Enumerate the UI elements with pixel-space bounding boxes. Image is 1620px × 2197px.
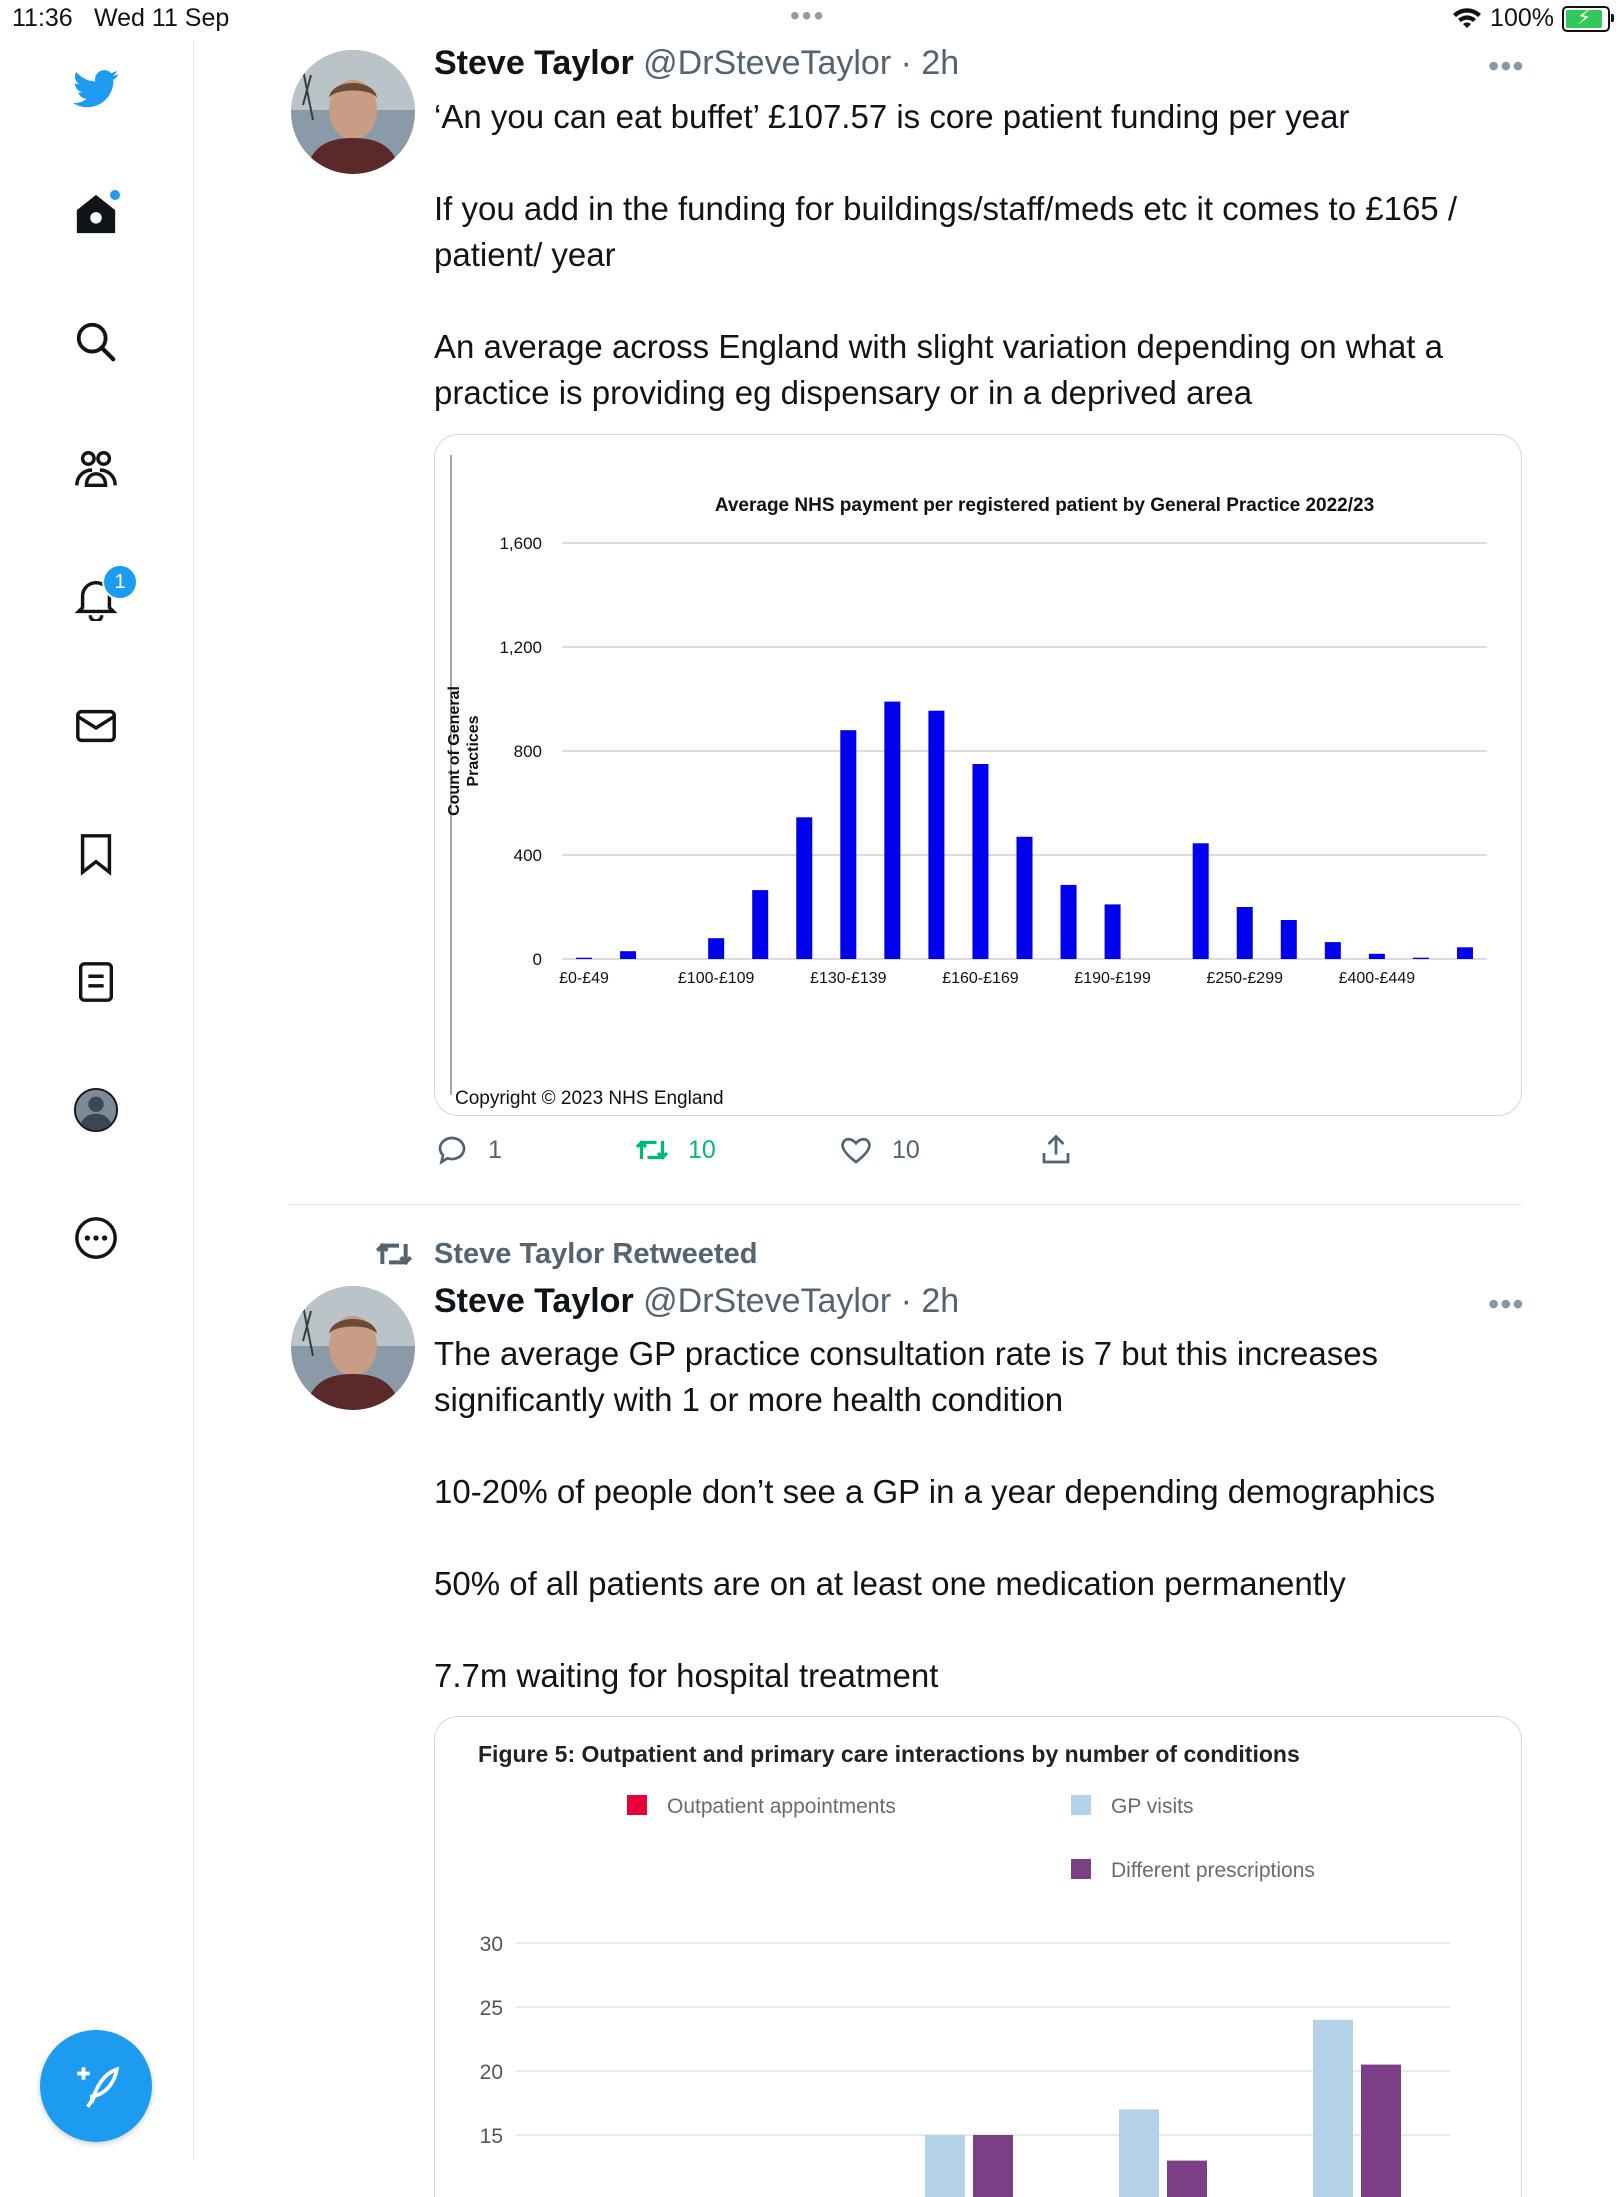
tweet-paragraph: 7.7m waiting for hospital treatment — [434, 1657, 939, 1694]
conditions-interactions-chart — [435, 1717, 1521, 2197]
tweet-time[interactable]: · 2h — [900, 1282, 960, 1320]
feather-plus-icon — [71, 2061, 121, 2111]
battery-icon: ⚡ — [1562, 6, 1610, 32]
legend-swatch — [1071, 1859, 1091, 1879]
status-date: Wed 11 Sep — [94, 4, 230, 32]
tweet-paragraph: 50% of all patients are on at least one medication permanently — [434, 1565, 1346, 1602]
histogram-bar — [1061, 885, 1077, 959]
tweet-2-image-card[interactable] — [434, 1716, 1522, 2197]
retweet-icon — [634, 1132, 670, 1168]
retweet-button[interactable] — [634, 1132, 716, 1168]
tweet-paragraph: An average across England with slight variation depending on what a practice is providing eg dispensary or in a deprived area — [434, 328, 1443, 411]
reply-button[interactable] — [434, 1132, 502, 1168]
legend-label: GP visits — [1111, 1795, 1194, 1818]
author-avatar[interactable] — [291, 1286, 415, 1410]
gp-visits-bar — [1313, 2020, 1353, 2197]
gp-visits-bar — [1119, 2109, 1159, 2197]
notifications-bell-icon[interactable] — [70, 570, 126, 624]
retweeted-by-text: Steve Taylor Retweeted — [434, 1237, 758, 1270]
author-handle[interactable]: @DrSteveTaylor — [643, 44, 892, 82]
home-unread-dot — [110, 190, 120, 200]
y-tick-label: 20 — [479, 2061, 503, 2084]
legend-label: Outpatient appointments — [667, 1795, 896, 1818]
y-tick-label: 0 — [532, 950, 542, 969]
y-tick-label: 15 — [479, 2125, 503, 2148]
histogram-bar — [840, 730, 856, 959]
tweet-divider — [288, 1204, 1522, 1205]
prescriptions-bar — [973, 2135, 1013, 2197]
status-time: 11:36 — [12, 4, 73, 32]
chart-title: Figure 5: Outpatient and primary care interactions by number of conditions — [478, 1741, 1300, 1767]
x-tick-label: £250-£299 — [1206, 970, 1283, 987]
prescriptions-bar — [1167, 2161, 1207, 2197]
histogram-bar — [1017, 837, 1033, 959]
x-tick-label: £400-£449 — [1338, 970, 1416, 987]
search-icon[interactable] — [70, 316, 122, 368]
histogram-bar — [972, 764, 988, 959]
histogram-bar — [752, 890, 768, 959]
tweet-1-actions — [434, 1132, 1134, 1180]
tweet-paragraph: The average GP practice consultation rate is 7 but this increases significantly with 1 or more health condition — [434, 1335, 1379, 1418]
x-tick-label: £100-£109 — [677, 970, 755, 987]
reply-count: 1 — [488, 1135, 502, 1164]
sidebar — [0, 40, 194, 2160]
histogram-bar — [1413, 958, 1429, 959]
y-tick-label: 30 — [479, 1933, 503, 1956]
histogram-bar — [1105, 904, 1121, 959]
y-tick-label: 1,600 — [499, 534, 542, 553]
legend-swatch — [627, 1795, 647, 1815]
tweet-1-text — [434, 94, 1534, 462]
histogram-bar — [708, 938, 724, 959]
author-handle[interactable]: @DrSteveTaylor — [643, 1282, 892, 1320]
notifications-badge: 1 — [102, 564, 138, 600]
tweet-2-header — [434, 1282, 959, 1321]
retweet-small-icon — [374, 1234, 414, 1274]
y-tick-label: 25 — [479, 1997, 503, 2020]
author-name[interactable]: Steve Taylor — [434, 1282, 634, 1320]
histogram-bar — [1325, 942, 1341, 959]
bookmark-icon[interactable] — [70, 828, 122, 880]
histogram-bar — [1193, 843, 1209, 959]
home-icon[interactable] — [70, 188, 122, 240]
histogram-bar — [796, 817, 812, 959]
histogram-bar — [928, 711, 944, 959]
prescriptions-bar — [1361, 2065, 1401, 2197]
y-tick-label: 1,200 — [499, 638, 542, 657]
wifi-icon — [1452, 7, 1482, 31]
tweet-paragraph: ‘An you can eat buffet’ £107.57 is core patient funding per year — [434, 98, 1350, 135]
x-tick-label: £190-£199 — [1074, 970, 1151, 987]
histogram-bar — [1369, 954, 1385, 959]
author-name[interactable]: Steve Taylor — [434, 44, 634, 82]
compose-tweet-button[interactable] — [40, 2030, 152, 2142]
like-button[interactable] — [838, 1132, 920, 1168]
tweet-time[interactable]: · 2h — [900, 44, 960, 82]
tweet-paragraph: If you add in the funding for buildings/staff/meds etc it comes to £165 / patient/ year — [434, 190, 1457, 273]
y-tick-label: 800 — [513, 742, 542, 761]
legend-swatch — [1071, 1795, 1091, 1815]
battery-percent: 100% — [1490, 4, 1554, 32]
share-button[interactable] — [1038, 1132, 1074, 1168]
twitter-logo-icon[interactable] — [70, 62, 122, 114]
chart-title: Average NHS payment per registered patient by General Practice 2022/23 — [714, 495, 1375, 516]
tweet-paragraph: 10-20% of people don’t see a GP in a year depending demographics — [434, 1473, 1436, 1510]
chart-copyright: Copyright © 2023 NHS England — [455, 1088, 724, 1109]
histogram-bar — [884, 702, 900, 959]
nhs-payment-chart — [435, 435, 1521, 1115]
tweet-more-button[interactable]: ••• — [1488, 48, 1525, 84]
x-tick-label: £130-£139 — [810, 970, 887, 987]
multitask-dots[interactable]: ••• — [790, 0, 826, 31]
histogram-bar — [1237, 907, 1253, 959]
histogram-bar — [1457, 947, 1473, 959]
more-circle-icon[interactable] — [70, 1212, 122, 1264]
legend-label: Different prescriptions — [1111, 1859, 1315, 1882]
x-tick-label: £160-£169 — [942, 970, 1019, 987]
y-tick-label: 400 — [513, 846, 542, 865]
retweeted-by-line[interactable] — [374, 1234, 757, 1274]
messages-envelope-icon[interactable] — [70, 700, 122, 752]
y-axis-label: Count of General Practices — [446, 686, 482, 816]
status-right — [1452, 4, 1610, 33]
heart-icon — [838, 1132, 874, 1168]
author-avatar[interactable] — [291, 50, 415, 174]
x-tick-label: £0-£49 — [559, 970, 609, 987]
communities-icon[interactable] — [70, 444, 122, 496]
status-bar — [0, 0, 1620, 40]
gp-visits-bar — [925, 2135, 965, 2197]
tweet-more-button[interactable]: ••• — [1488, 1286, 1525, 1322]
histogram-bar — [1281, 920, 1297, 959]
retweet-count: 10 — [688, 1135, 716, 1164]
tweet-2-text — [434, 1331, 1534, 1745]
profile-avatar-icon[interactable] — [70, 1084, 122, 1136]
tweet-1-image-card[interactable] — [434, 434, 1522, 1116]
like-count: 10 — [892, 1135, 920, 1164]
tweet-1-header — [434, 44, 959, 83]
histogram-bar — [620, 951, 636, 959]
reply-icon — [434, 1132, 470, 1168]
share-icon — [1038, 1132, 1074, 1168]
lists-icon[interactable] — [70, 956, 122, 1008]
histogram-bar — [576, 958, 592, 959]
